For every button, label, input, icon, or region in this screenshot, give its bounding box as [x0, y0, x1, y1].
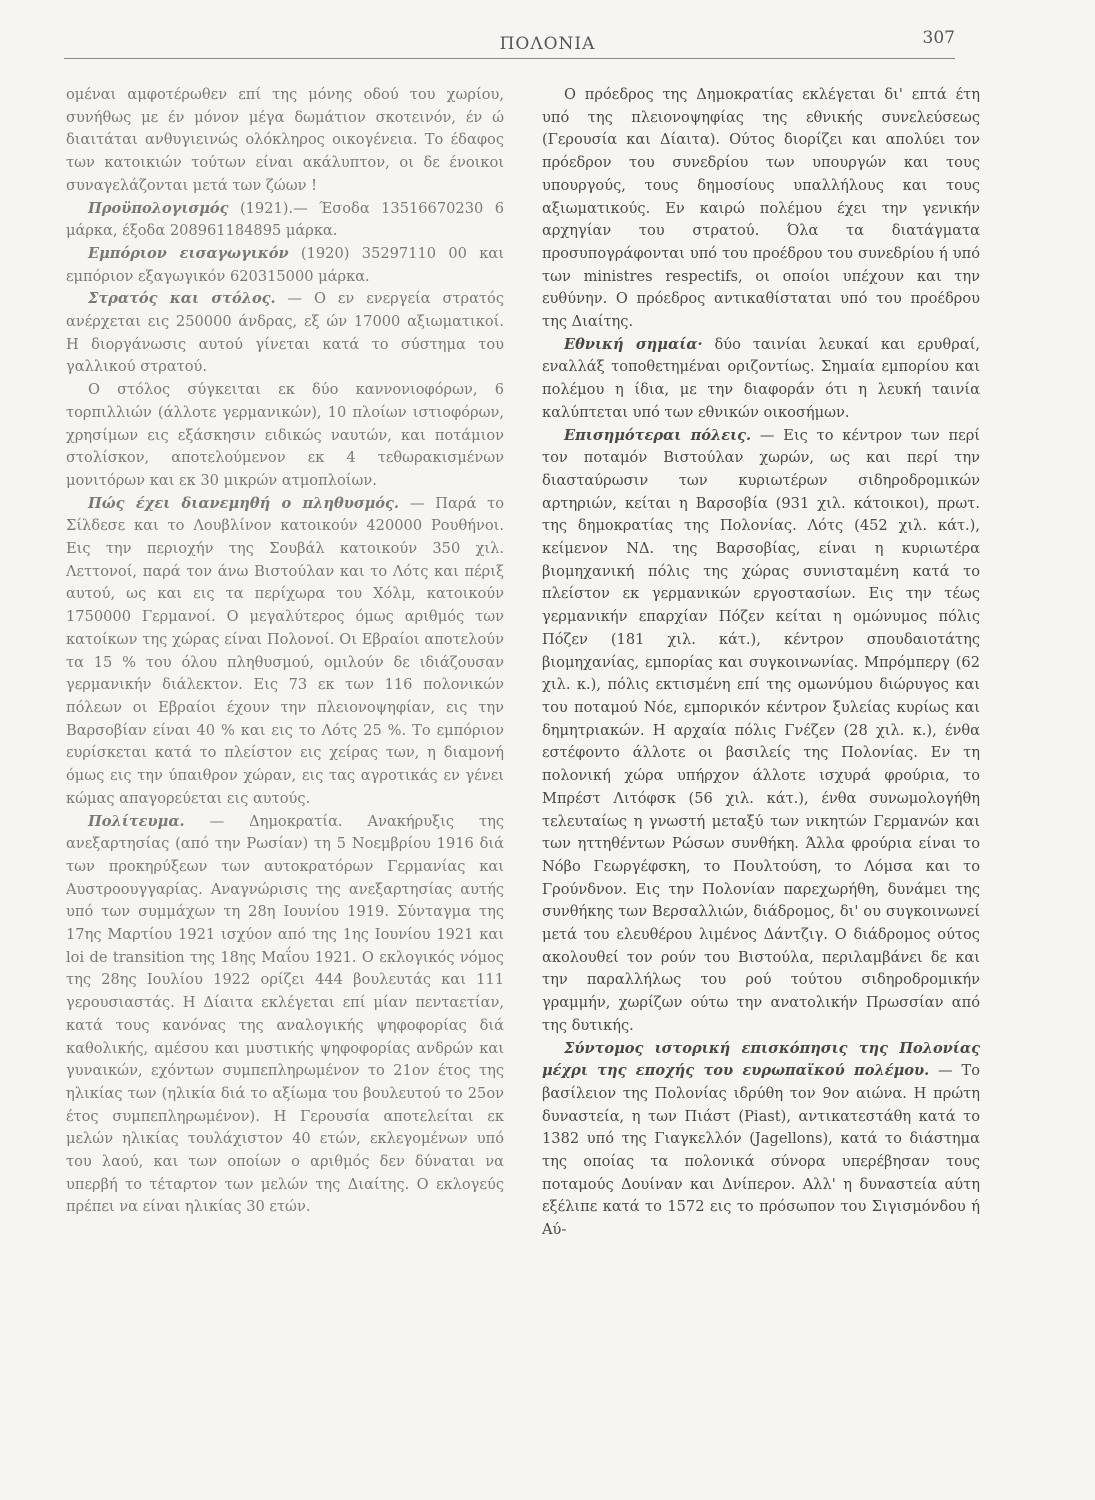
page-number: 307: [922, 28, 955, 48]
paragraph-text: — Δημοκρατία. Ανακήρυξις της ανεξαρτησίας (από την Ρωσίαν) τη 5 Νοεμβρίου 1916 διά των προκηρύξεων των αυτοκρατόρων Γερμανίας και Αυστροουγγαρίας. Αναγνώρισις της ανεξαρτησίας αυτής υπό των συμμάχων τη 28η Ιουνίου 1919. Σύνταγμα της 17ης Μαρτίου 1921 ισχύον από της 1ης Ιουνίου 1921 και loi de transition της 18ης Μαΐου 1921. Ο εκλογικός νόμος της 28ης Ιουλίου 1922 ορίζει 444 βουλευτάς και 111 γερουσιαστάς. Η Δίαιτα εκλέγεται επί μίαν πενταετίαν, κατά τους κανόνας της αναλογικής ψηφοφορίας διά καθολικής, αμέσου και μυστικής ψηφοφορίας ανδρών και γυναικών, εχόντων συμπεπληρωμένον το 21ον έτος της ηλικίας των (ηλικία διά το αξίωμα του βουλευτού το 25ον έτος συμπεπληρωμένον). Η Γερουσία αποτελείται εκ μελών ηλικίας τουλάχιστον 40 ετών, εκλεγομένων υπό του λαού, και των οποίων ο αριθμός δεν δύναται να υπερβή το τέταρτον των μελών της Διαίτης. Ο εκλογεύς πρέπει να είναι ηλικίας 30 ετών.: [66, 812, 504, 1216]
paragraph-text: Ο στόλος σύγκειται εκ δύο καννονιοφόρων, 6 τορπιλλιών (άλλοτε γερμανικών), 10 πλοίων ιστιοφόρων, χρησίμων εις εξάσκησιν ειδικώς ναυτών, και ποτάμιον στολίσκον, αποτελούμενον εκ 4 τεθωρακισμένων μονιτόρων και εκ 30 μικρών ατμοπλοίων.: [66, 381, 504, 489]
section-heading: Στρατός και στόλος.: [88, 290, 276, 308]
paragraph: [66, 84, 504, 198]
paragraph: [66, 198, 504, 243]
paragraph-text: ομέναι αμφοτέρωθεν επί της μόνης οδού του χωρίου, συνήθως με έν μόνον μέγα δωμάτιον σκοτεινόν, έν ώ διαιτάται ανθυγιεινώς ολόκληρος οικογένεια. Το έδαφος των κατοικιών τούτων είναι ακάλυπτον, οι δε ένοικοι συναγελάζονται μετά των ζώων !: [66, 86, 504, 194]
paragraph: [542, 1038, 980, 1242]
paragraph: [66, 493, 504, 811]
paragraph: [66, 288, 504, 379]
section-heading: Πολίτευμα.: [88, 812, 185, 830]
paragraph-text: (1920) 35297110 00 και εμπόριον εξαγωγικόν 620315000 μάρκα.: [66, 244, 504, 285]
header-rule: [64, 58, 955, 59]
section-heading: Σύντομος ιστορική επισκόπησις της Πολονίας μέχρι της εποχής του ευρωπαϊκού πολέμου.: [542, 1039, 980, 1080]
paragraph: [542, 334, 980, 425]
paragraph-text: — Ο εν ενεργεία στρατός ανέρχεται εις 250000 άνδρας, εξ ών 17000 αξιωματικοί. Η διοργάνωσις αυτού γίνεται κατά το σύστημα του γαλλικού στρατού.: [66, 290, 505, 376]
paragraph: [66, 379, 504, 493]
paragraph-text: δύο ταινίαι λευκαί και ερυθραί, εναλλάξ τοποθετημέναι οριζοντίως. Σημαία εμπορίου και πολέμου η ίδια, με την διαφοράν ότι η λευκή ταινία καλύπτεται υπό των εθνικών οικοσήμων.: [542, 335, 981, 421]
right-column: [542, 84, 980, 1242]
paragraph-text: Ο πρόεδρος της Δημοκρατίας εκλέγεται δι' επτά έτη υπό της πλειονοψηφίας της εθνικής συνελεύσεως (Γερουσία και Δίαιτα). Ούτος διορίζει και απολύει τον πρόεδρον του συνεδρίου των υπουργών και τους υπουργούς, τους δημοσίους υπαλλήλους και τους αξιωματικούς. Εν καιρώ πολέμου έχει την γενικήν αρχηγίαν του στρατού. Όλα τα διατάγματα προσυπογράφονται υπό του προέδρου του συνεδρίου ή υπό των ministres respectifs, οι οποίοι υπέχουν και την ευθύνην. Ο πρόεδρος αντικαθίσταται υπό του προέδρου της Διαίτης.: [542, 86, 980, 331]
paragraph-text: — Εις το κέντρον των περί τον ποταμόν Βιστούλαν χωρών, ως και περί την διασταύρωσιν των κυριωτέρων σιδηροδρομικών αρτηριών, κείται η Βαρσοβία (931 χιλ. κάτοικοι), πρωτ. της δημοκρατίας της Πολονίας. Λότς (452 χιλ. κάτ.), κείμενον ΝΔ. της Βαρσοβίας, είναι η κυριωτέρα βιομηχανική πόλις της χώρας συνισταμένη κατά το πλείστον εκ γερμανικών εργοστασίων. Εις την τέως γερμανικήν επαρχίαν Πόζεν κείται η ομώνυμος πόλις Πόζεν (181 χιλ. κάτ.), κέντρον σπουδαιοτάτης βιομηχανίας, εμπορίας και συγκοινωνίας. Μπρόμπεργ (62 χιλ. κ.), πόλις εκτισμένη επί της ομωνύμου διώρυγος και του ποταμού Νόε, εμπορικόν κέντρον ξυλείας κυρίως και δημητριακών. Η αρχαία πόλις Γνέζεν (28 χιλ. κ.), ένθα εστέφοντο άλλοτε οι βασιλείς της Πολονίας. Εν τη πολονική χώρα υπήρχον άλλοτε ισχυρά φρούρια, το Μπρέστ Λιτόφσκ (56 χιλ. κάτ.), ένθα συνωμολογήθη τελευταίως η γνωστή μεταξύ των νικητών Γερμανών και των ηττηθέντων Ρώσων συνθήκη. Άλλα φρούρια είναι το Νόβο Γεωργέφσκη, το Πουλτούση, το Λόμσα και το Γρούνδνον. Εις την Πολονίαν παρεχωρήθη, δυνάμει της συνθήκης των Βερσαλλιών, διάδρομος, δι' ου συγκοινωνεί μετά του ελευθέρου λιμένος Δάντζιγ. Ο διάδρομος ούτος ακολουθεί τον ρούν του Βιστούλα, περιλαμβάνει δε και την παραλλήλως του ρού τούτου σιδηροδρομικήν γραμμήν, χωρίζων ούτω την ανατολικήν Πρωσσίαν από της δυτικής.: [542, 426, 980, 1034]
paragraph-text: (1921).— Έσοδα 13516670230 6 μάρκα, έξοδα 208961184895 μάρκα.: [66, 199, 504, 240]
left-column: [66, 84, 504, 1219]
section-heading: Εθνική σημαία·: [564, 335, 703, 353]
paragraph-text: — Παρά το Σίλδεσε και το Λουβλίνον κατοικούν 420000 Ρουθήνοι. Εις την περιοχήν της Σουβάλ κατοικούν 350 χιλ. Λεττονοί, παρά τον άνω Βιστούλαν και το Λότς και πέριξ αυτού, ως και εις τα περίχωρα του Χόλμ, κατοικούν 1750000 Γερμανοί. Ο μεγαλύτερος όμως αριθμός των κατοίκων της χώρας είναι Πολονοί. Οι Εβραίοι αποτελούν τα 15 % του όλου πληθυσμού, ομιλούν δε ιδιάζουσαν γερμανικήν διάλεκτον. Εις 73 εκ των 116 πολονικών πόλεων οι Εβραίοι έχουν την πλειονοψηφίαν, εις την Βαρσοβίαν είναι 40 % και εις το Λότς 25 %. Το εμπόριον ευρίσκεται κατά το πλείστον εις χείρας των, η διαμονή όμως εις την ύπαιθρον χώραν, εις τας αγροτικάς εν γένει κώμας απαγορεύεται εις αυτούς.: [66, 494, 505, 807]
paragraph: [66, 811, 504, 1220]
section-heading: Προϋπολογισμός: [88, 199, 229, 217]
paragraph-text: — Το βασίλειον της Πολονίας ιδρύθη τον 9ον αιώνα. Η πρώτη δυναστεία, η των Πιάστ (Piast), αντικατεστάθη κατά το 1382 υπό της Γιαγκελλόν (Jagellons), κατά το διάστημα της οποίας τα πολονικά σύνορα υπερέβησαν τους ποταμούς Δουίναν και Δνίπερον. Αλλ' η δυναστεία αύτη εξέλιπε κατά το 1572 εις το πρόσωπον του Σιγισμόνδου ή Αύ-: [542, 1062, 980, 1239]
paragraph: [542, 84, 980, 334]
section-heading: Πώς έχει διανεμηθή ο πληθυσμός.: [88, 494, 400, 512]
section-heading: Εμπόριον εισαγωγικόν: [88, 244, 289, 262]
paragraph: [542, 425, 980, 1038]
section-heading: Επισημότεραι πόλεις.: [564, 426, 752, 444]
paragraph: [66, 243, 504, 288]
running-title: ΠΟΛΟΝΙΑ: [499, 34, 596, 54]
page-header: [0, 0, 1095, 60]
